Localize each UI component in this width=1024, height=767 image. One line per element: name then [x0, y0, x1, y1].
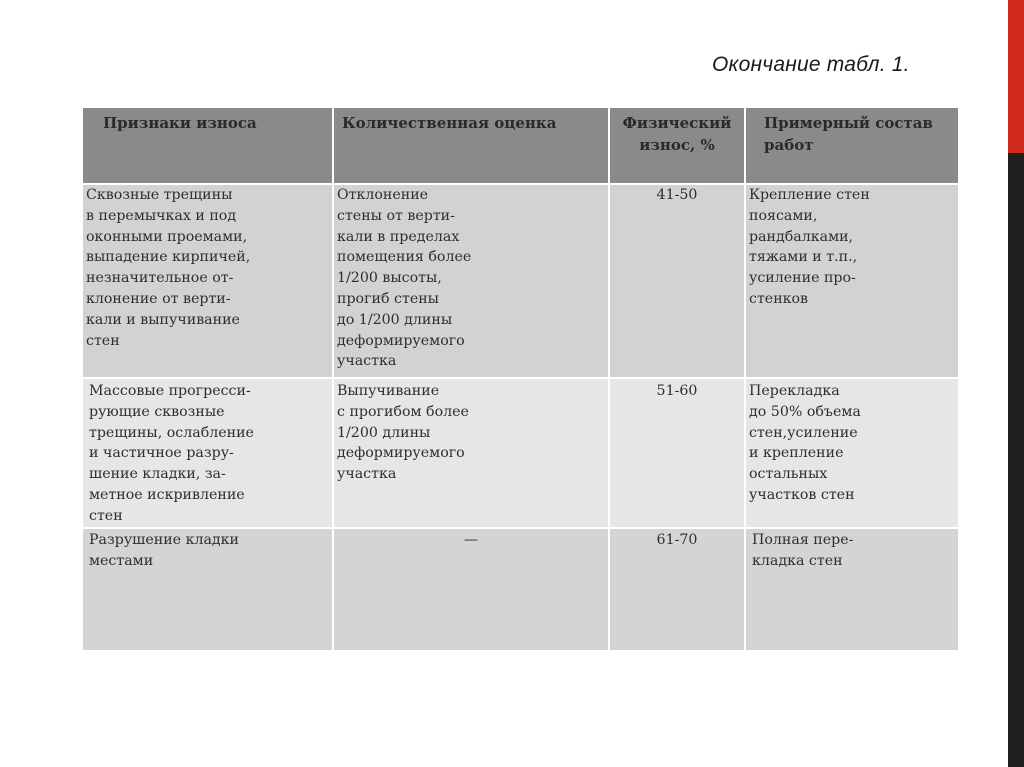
accent-bar-red [1008, 0, 1024, 153]
accent-bar-dark [1008, 153, 1024, 767]
row1-cell-wear: 41-50 [610, 185, 744, 377]
row1-cell-signs: Сквозные трещины в перемычках и под оконными проемами, выпадение кирпичей, незначительное от- клонение от верти- кали и выпучивание стен [83, 185, 332, 377]
row1-cell-works: Крепление стен поясами, рандбалками, тяжами и т.п., усиление про- стенков [746, 185, 958, 377]
table-caption: Окончание табл. 1. [712, 53, 910, 76]
header-cell-physical-wear: Физический износ, % [610, 108, 744, 183]
row2-cell-signs: Массовые прогресси- рующие сквозные трещины, ослабление и частичное разру- шение кладки, за- метное искривление стен [83, 379, 332, 527]
row3-cell-wear: 61-70 [610, 529, 744, 650]
header-cell-works: Примерный состав работ [746, 108, 958, 183]
wear-table [83, 108, 958, 650]
row3-cell-works: Полная пере- кладка стен [746, 529, 958, 650]
row2-cell-wear: 51-60 [610, 379, 744, 527]
row2-cell-works: Перекладка до 50% объема стен,усиление и крепление остальных участков стен [746, 379, 958, 527]
row3-cell-quantitative: — [334, 529, 608, 650]
row3-cell-signs: Разрушение кладки местами [83, 529, 332, 650]
header-cell-quantitative: Количественная оценка [334, 108, 608, 183]
header-cell-signs: Признаки износа [83, 108, 332, 183]
row2-cell-quantitative: Выпучивание с прогибом более 1/200 длины деформируемого участка [334, 379, 608, 527]
row1-cell-quantitative: Отклонение стены от верти- кали в пределах помещения более 1/200 высоты, прогиб стены до 1/200 длины деформируемого участка [334, 185, 608, 377]
